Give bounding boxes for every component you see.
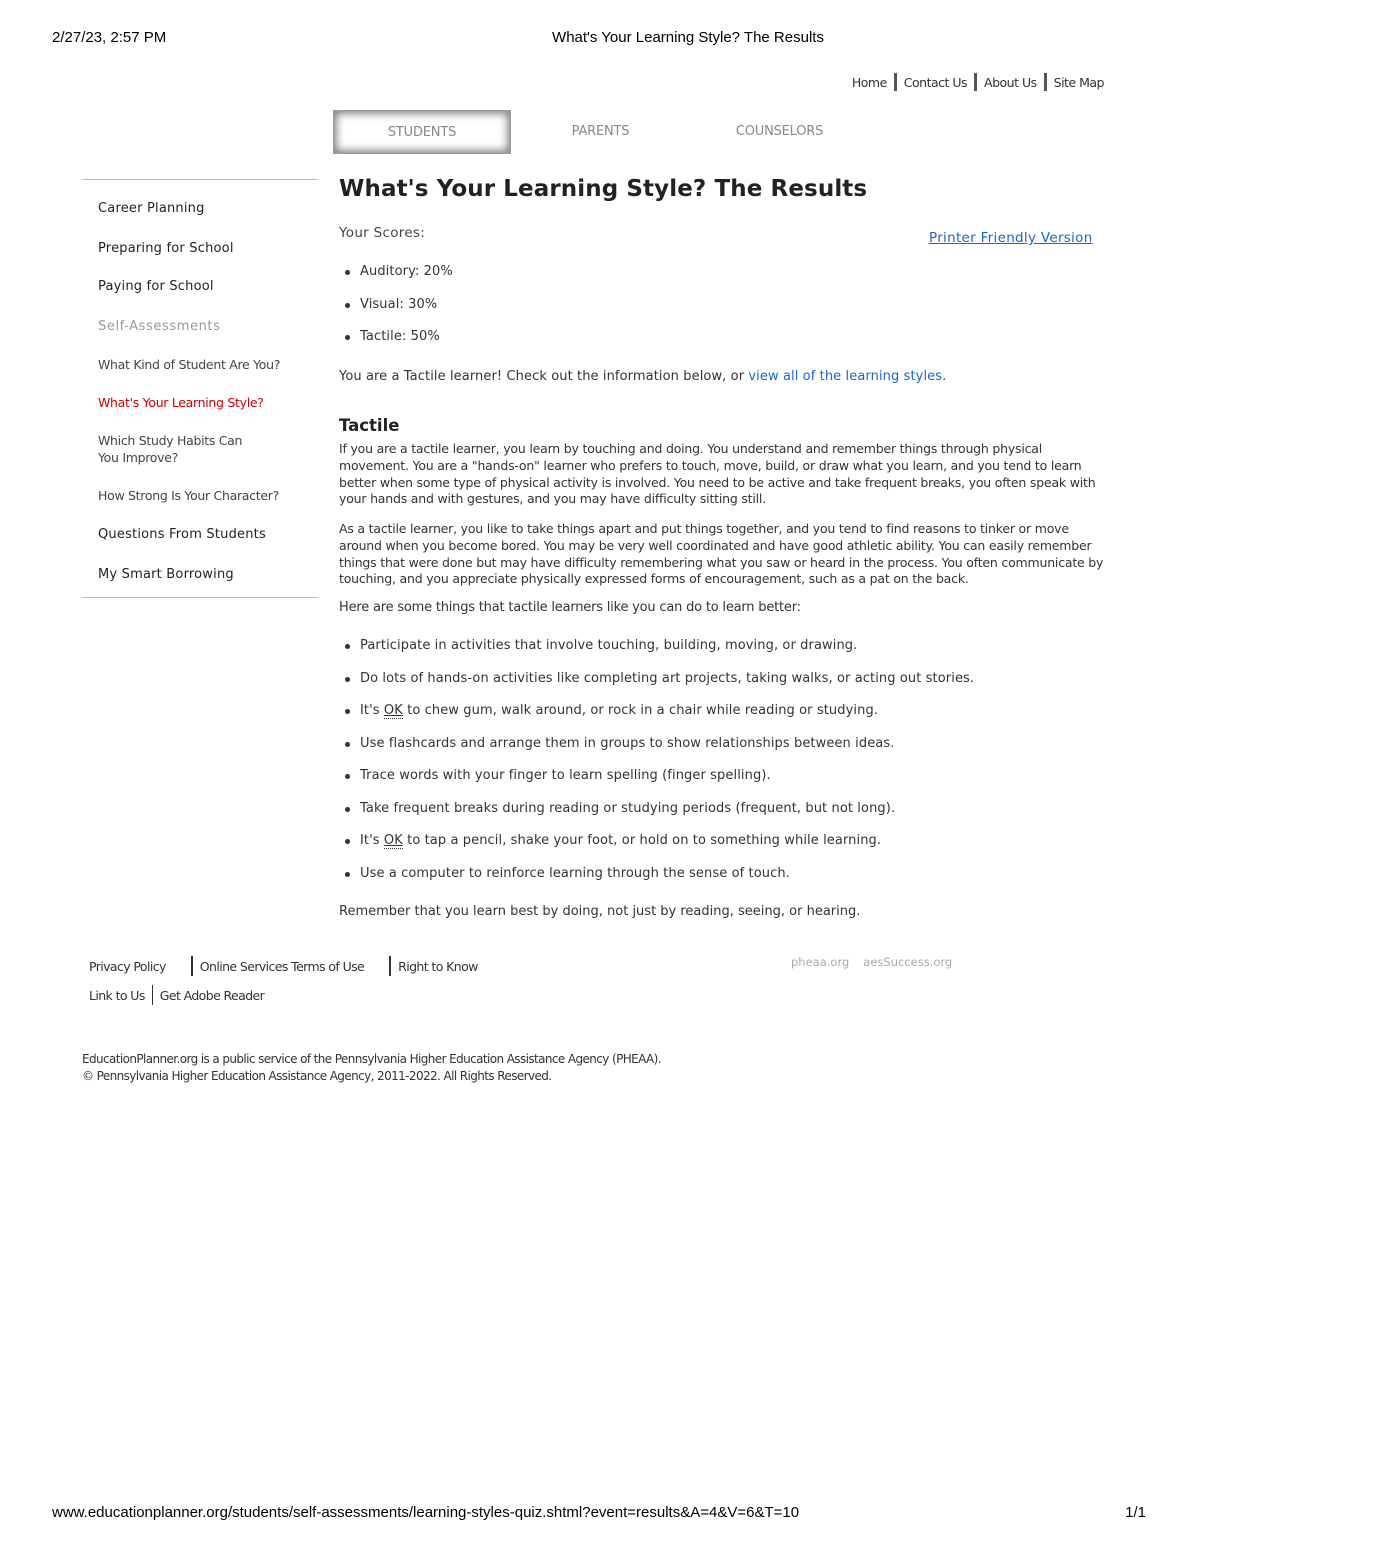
tip-text: It's [360,833,384,848]
closing-text: Remember that you learn best by doing, not just by reading, seeing, or hearing. [339,904,861,919]
nav-about-link[interactable]: About Us [984,74,1037,90]
right-to-know-link[interactable]: Right to Know [398,958,478,974]
pheaa-link[interactable]: pheaa.org [791,955,850,969]
tip-text: to chew gum, walk around, or rock in a chair while reading or studying. [402,703,879,718]
tips-list [339,638,974,898]
print-url: www.educationplanner.org/students/self-assessments/learning-styles-quiz.shtml?event=results&A=4&V=6&T=10 [52,1504,800,1521]
footer-row [82,955,485,977]
print-title: What's Your Learning Style? The Results [552,29,824,46]
print-header [0,29,1200,49]
result-summary [339,369,946,384]
page-title: What's Your Learning Style? The Results [339,176,868,202]
sidebar-item-paying-for-school[interactable]: Paying for School [98,279,214,294]
tab-students[interactable]: STUDENTS [333,110,511,154]
footer-links [82,955,485,1013]
description-paragraph-1: If you are a tactile learner, you learn by touching and doing. You understand and remember things through physical movement. You are a "hands-on" learner who prefers to touch, move, build, or draw what you learn, and you tend to learn better when some type of physical activity is involved. You need to be active and take frequent breaks, you often speak with your hands and with gestures, and you may have difficulty sitting still. [339,441,1096,507]
tip-item [339,768,974,801]
sidebar-nav [82,179,318,598]
nav-sitemap-link[interactable]: Site Map [1053,74,1104,90]
sidebar-item-self-assessments[interactable]: Self-Assessments [98,319,221,334]
utility-nav [845,73,1111,91]
ok-abbreviation: OK [383,833,403,848]
sidebar-item-character[interactable]: How Strong Is Your Character? [98,488,279,503]
tip-text: Use a computer to reinforce learning through the sense of touch. [360,865,790,881]
tip-text: Do lots of hands-on activities like completing art projects, taking walks, or acting out stories. [360,670,975,686]
print-footer [0,1504,1200,1524]
privacy-policy-link[interactable]: Privacy Policy [89,958,166,974]
tips-intro: Here are some things that tactile learners like you can do to learn better: [339,600,801,615]
audience-tabs [333,110,869,154]
tip-item [339,671,974,704]
partner-links [791,955,953,969]
get-adobe-reader-link[interactable]: Get Adobe Reader [159,987,265,1003]
learning-style-heading: Tactile [339,416,400,435]
legal-notice [82,1051,661,1085]
main-content [339,176,1109,919]
tip-item [339,833,974,866]
legal-line-1: EducationPlanner.org is a public service of the Pennsylvania Higher Education Assistance Agency (PHEAA). [82,1052,661,1066]
sidebar-item-study-habits[interactable]: Which Study Habits Can You Improve? [98,433,243,465]
score-auditory: Auditory: 20% [339,264,453,297]
sidebar-item-career-planning[interactable]: Career Planning [98,201,205,216]
tip-text: Trace words with your finger to learn spelling (finger spelling). [360,768,771,783]
tip-item [339,736,974,769]
copyright-line: © Pennsylvania Higher Education Assistance Agency, 2011-2022. All Rights Reserved. [82,1069,552,1083]
score-list [339,264,453,362]
tip-text: It's [360,703,384,718]
nav-contact-link[interactable]: Contact Us [903,74,968,90]
sidebar-item-questions[interactable]: Questions From Students [98,527,266,542]
footer-row [82,984,485,1006]
tip-item [339,703,974,736]
print-date: 2/27/23, 2:57 PM [52,29,167,46]
result-text: You are a Tactile learner! Check out the information below, or [339,369,749,384]
tip-text: to tap a pencil, shake your foot, or hold on to something while learning. [402,833,882,848]
result-end: . [942,369,947,384]
sidebar-item-preparing-for-school[interactable]: Preparing for School [98,241,234,256]
print-page-number: 1/1 [1125,1504,1146,1521]
tip-text: Participate in activities that involve touching, building, moving, or drawing. [360,638,858,653]
tip-item [339,866,974,899]
tip-item [339,638,974,671]
score-visual: Visual: 30% [339,297,453,330]
tab-parents[interactable]: PARENTS [571,124,630,139]
link-to-us-link[interactable]: Link to Us [89,987,145,1003]
nav-home-link[interactable]: Home [851,74,887,90]
aes-success-link[interactable]: aesSuccess.org [863,955,953,969]
tip-text: Take frequent breaks during reading or studying periods (frequent, but not long). [360,800,896,816]
all-learning-styles-link[interactable]: view all of the learning styles [748,369,943,384]
sidebar-item-learning-style[interactable]: What's Your Learning Style? [98,395,264,410]
sidebar-item-smart-borrowing[interactable]: My Smart Borrowing [98,567,234,582]
description-paragraph-2: As a tactile learner, you like to take things apart and put things together, and you tend to find reasons to tinker or move around when you become bored. You may be very well coordinated and have good athletic ability. You can easily remember things that were done but may have difficulty remembering what you saw or heard in the process. You often communicate by touching, and you appreciate physically expressed forms of encouragement, such as a pat on the back. [339,521,1104,587]
tip-text: Use flashcards and arrange them in groups to show relationships between ideas. [360,735,895,751]
ok-abbreviation: OK [383,703,403,718]
tab-counselors[interactable]: COUNSELORS [735,124,824,139]
sidebar-item-student-type[interactable]: What Kind of Student Are You? [98,357,281,372]
scores-label: Your Scores: [339,225,426,241]
terms-of-use-link[interactable]: Online Services Terms of Use [199,958,365,974]
score-tactile: Tactile: 50% [339,329,453,362]
printer-friendly-link[interactable]: Printer Friendly Version [929,230,1093,246]
tip-item [339,801,974,834]
